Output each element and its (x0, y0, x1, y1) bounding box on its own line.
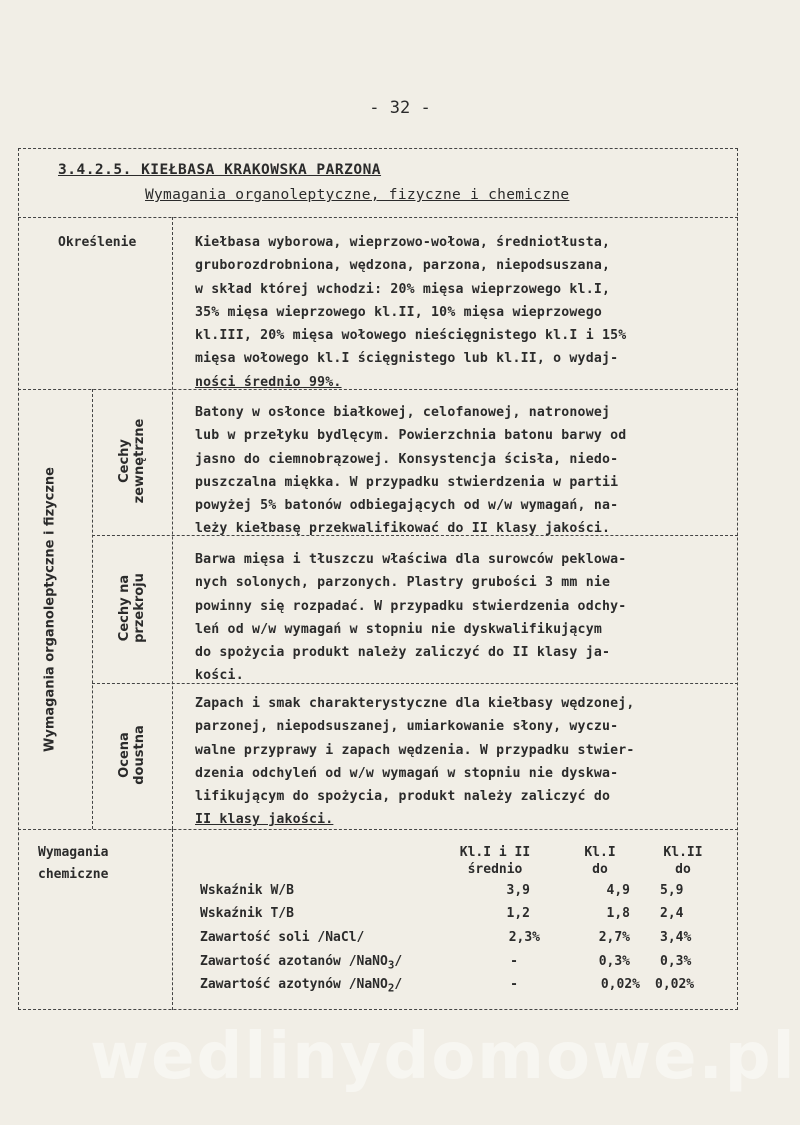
row-value-kl1: 4,9 (606, 883, 630, 898)
chemical-label-line2: chemiczne (38, 867, 109, 882)
text-line: powinny się rozpadać. W przypadku stwierdzenia odchy- (195, 598, 627, 614)
text-line: Batony w osłonce białkowej, celofanowej, natronowej (195, 405, 611, 420)
column-divider-main (172, 217, 173, 829)
row-name-suffix: / (394, 954, 403, 969)
watermark: wedlinydomowe.pl (90, 1020, 797, 1094)
row-value-kl2: 2,4 (660, 906, 684, 921)
definition-line: w skład której wchodzi: 20% mięsa wieprzowego kl.I, (195, 281, 611, 297)
text-line: nych solonych, parzonych. Plastry grubości 3 mm nie (195, 575, 611, 591)
row-value-kl1: 1,8 (606, 906, 630, 921)
row-name-prefix: Zawartość azotynów /NaNO (200, 977, 388, 992)
row-value-kl1: 0,3% (598, 954, 630, 969)
definition-text (195, 231, 626, 394)
row-name: Wskaźnik T/B (200, 906, 294, 921)
text-line: Barwa mięsa i tłuszczu właściwa dla surowców peklowa- (195, 552, 627, 567)
row-value-kl2: 5,9 (660, 883, 684, 898)
cross-section-label (117, 538, 147, 678)
header-col2-line2: do (592, 862, 608, 877)
header-col1-line2: średnio (467, 862, 523, 877)
row-value-kl1: 0,02% (600, 977, 640, 992)
text-line: II klasy jakości. (195, 812, 334, 828)
text-line: walne przyprawy i zapach wędzenia. W przypadku stwier- (195, 742, 635, 758)
definition-line: ności średnio 99%. (195, 374, 342, 390)
text-line: parzonej, niepodsuszanej, umiarkowanie słony, wyczu- (195, 719, 619, 735)
row-value-avg: 3,9 (506, 883, 530, 898)
row-value-kl2: 3,4% (660, 930, 692, 945)
divider-title (18, 217, 738, 218)
row-name (200, 977, 402, 995)
row-name: Zawartość soli /NaCl/ (200, 930, 365, 945)
definition-line: 35% mięsa wieprzowego kl.II, 10% mięsa wieprzowego (195, 304, 602, 320)
row-name-suffix: / (394, 977, 403, 992)
taste-assessment-text (195, 692, 635, 832)
label-bottom: zewnętrzne (132, 418, 147, 504)
label-top: Cechy (117, 439, 132, 483)
header-col3-line1: Kl.II (663, 845, 703, 860)
external-features-label (117, 391, 147, 531)
definition-line: gruborozdrobniona, wędzona, parzona, niepodsuszana, (195, 258, 611, 274)
label-top: Cechy na (117, 574, 132, 642)
chemical-label-line1: Wymagania (38, 845, 109, 860)
label-top: Ocena (117, 732, 132, 778)
text-line: powyżej 5% batonów odbiegających od w/w wymagań, na- (195, 498, 619, 514)
row-name-sub: 2 (387, 981, 395, 995)
text-line: leży kiełbasę przekwalifikować do II klasy jakości. (195, 521, 611, 537)
text-line: kości. (195, 668, 244, 684)
label-bottom: doustna (132, 725, 147, 785)
row-value-kl2: 0,3% (660, 954, 692, 969)
cross-section-text (195, 548, 626, 688)
definition-label: Określenie (58, 235, 137, 250)
header-col1-line1: Kl.I i II (459, 845, 531, 860)
text-line: lifikującym do spożycia, produkt należy zaliczyć do (195, 789, 611, 805)
definition-line: Kiełbasa wyborowa, wieprzowo-wołowa, średniotłusta, (195, 235, 611, 250)
row-name (200, 954, 402, 972)
row-value-avg: 2,3% (508, 930, 540, 945)
header-col3-line2: do (675, 862, 691, 877)
taste-assessment-label (117, 685, 147, 825)
text-line: lub w przełyku bydlęcym. Powierzchnia batonu barwy od (195, 428, 627, 444)
text-line: Zapach i smak charakterystyczne dla kiełbasy wędzonej, (195, 696, 635, 711)
column-divider-group (92, 389, 93, 829)
text-line: dzenia odchyleń od w/w wymagań w stopniu nie dyskwa- (195, 765, 619, 781)
row-value-avg: - (510, 954, 518, 969)
organoleptic-group-label: Wymagania organoleptyczne i fizyczne (42, 467, 58, 752)
definition-line: mięsa wołowego kl.I ścięgnistego lub kl.II, o wydaj- (195, 351, 619, 367)
text-line: leń od w/w wymagań w stopniu nie dyskwalifikującym (195, 621, 602, 637)
row-name-sub: 3 (387, 958, 395, 972)
page-number: - 32 - (369, 98, 431, 118)
section-title: 3.4.2.5. KIEŁBASA KRAKOWSKA PARZONA (58, 162, 382, 178)
label-bottom: przekroju (132, 573, 147, 643)
row-value-avg: 1,2 (506, 906, 530, 921)
text-line: do spożycia produkt należy zaliczyć do II klasy ja- (195, 645, 611, 661)
external-features-text (195, 401, 626, 541)
column-divider-chemical (172, 829, 173, 1010)
row-name-prefix: Zawartość azotanów /NaNO (200, 954, 388, 969)
text-line: jasno do ciemnobrązowej. Konsystencja ścisła, niedo- (195, 451, 619, 467)
text-line: puszczalna miękka. W przypadku stwierdzenia w partii (195, 474, 619, 490)
section-subtitle: Wymagania organoleptyczne, fizyczne i chemiczne (145, 187, 570, 203)
definition-line: kl.III, 20% mięsa wołowego nieścięgnistego kl.I i 15% (195, 328, 627, 344)
row-value-kl2: 0,02% (655, 977, 695, 992)
row-value-avg: - (510, 977, 518, 992)
row-name: Wskaźnik W/B (200, 883, 294, 898)
header-col2-line1: Kl.I (584, 845, 616, 860)
row-value-kl1: 2,7% (598, 930, 630, 945)
